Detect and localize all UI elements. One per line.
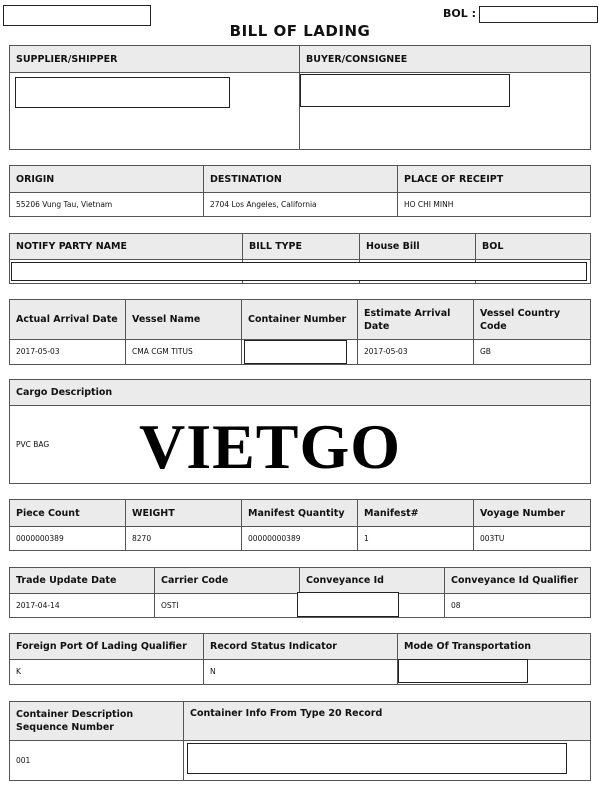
document-title: BILL OF LADING xyxy=(229,22,371,40)
redacted-notify-row xyxy=(11,262,587,281)
mode-of-transport-header: Mode Of Transportation xyxy=(398,634,591,660)
buyer-header: BUYER/CONSIGNEE xyxy=(300,46,591,73)
container-sequence-header: Container Description Sequence Number xyxy=(10,702,184,741)
bol-number-box xyxy=(479,6,598,23)
bol-label: BOL : xyxy=(443,7,476,20)
container-number-header: Container Number xyxy=(242,300,358,340)
notify-party-header: NOTIFY PARTY NAME xyxy=(10,234,243,260)
conveyance-qualifier-header: Conveyance Id Qualifier xyxy=(445,568,591,594)
manifest-number-value: 1 xyxy=(358,527,474,551)
manifest-quantity-header: Manifest Quantity xyxy=(242,500,358,527)
place-of-receipt-value: HO CHI MINH xyxy=(398,193,591,217)
conveyance-id-header: Conveyance Id xyxy=(300,568,445,594)
bill-type-header: BILL TYPE xyxy=(243,234,360,260)
bol-header: BOL xyxy=(476,234,591,260)
redacted-container-number xyxy=(244,340,347,364)
origin-header: ORIGIN xyxy=(10,166,204,193)
redacted-mode-of-transport xyxy=(398,659,528,683)
supplier-header: SUPPLIER/SHIPPER xyxy=(10,46,300,73)
weight-value: 8270 xyxy=(126,527,242,551)
redacted-conveyance-id xyxy=(297,592,399,617)
foreign-port-header: Foreign Port Of Lading Qualifier xyxy=(10,634,204,660)
redacted-container-info xyxy=(187,743,567,774)
vessel-country-value: GB xyxy=(474,340,591,365)
carrier-code-value: OSTI xyxy=(155,594,300,618)
route-section xyxy=(9,165,591,217)
origin-value: 55206 Vung Tau, Vietnam xyxy=(10,193,204,217)
container-sequence-value: 001 xyxy=(10,741,184,781)
vessel-name-header: Vessel Name xyxy=(126,300,242,340)
redacted-buyer xyxy=(300,74,510,107)
cargo-value: PVC BAG xyxy=(10,406,591,484)
destination-header: DESTINATION xyxy=(204,166,398,193)
house-bill-header: House Bill xyxy=(360,234,476,260)
redacted-supplier xyxy=(15,77,230,108)
place-of-receipt-header: PLACE OF RECEIPT xyxy=(398,166,591,193)
piece-count-header: Piece Count xyxy=(10,500,126,527)
manifest-number-header: Manifest# xyxy=(358,500,474,527)
vessel-country-header: Vessel Country Code xyxy=(474,300,591,340)
actual-arrival-value: 2017-05-03 xyxy=(10,340,126,365)
piece-count-value: 0000000389 xyxy=(10,527,126,551)
estimate-arrival-header: Estimate Arrival Date xyxy=(358,300,474,340)
foreign-port-value: K xyxy=(10,660,204,685)
cargo-header: Cargo Description xyxy=(10,380,591,406)
manifest-quantity-value: 00000000389 xyxy=(242,527,358,551)
trade-update-date-value: 2017-04-14 xyxy=(10,594,155,618)
vessel-name-value: CMA CGM TITUS xyxy=(126,340,242,365)
estimate-arrival-value: 2017-05-03 xyxy=(358,340,474,365)
voyage-number-header: Voyage Number xyxy=(474,500,591,527)
actual-arrival-header: Actual Arrival Date xyxy=(10,300,126,340)
container-info-header: Container Info From Type 20 Record xyxy=(184,702,591,741)
carrier-code-header: Carrier Code xyxy=(155,568,300,594)
record-status-header: Record Status Indicator xyxy=(204,634,398,660)
record-status-value: N xyxy=(204,660,398,685)
voyage-number-value: 003TU xyxy=(474,527,591,551)
destination-value: 2704 Los Angeles, California xyxy=(204,193,398,217)
counts-section xyxy=(9,499,591,551)
trade-update-date-header: Trade Update Date xyxy=(10,568,155,594)
weight-header: WEIGHT xyxy=(126,500,242,527)
conveyance-qualifier-value: 08 xyxy=(445,594,591,618)
vietgo-watermark: VIETGO xyxy=(138,411,402,482)
